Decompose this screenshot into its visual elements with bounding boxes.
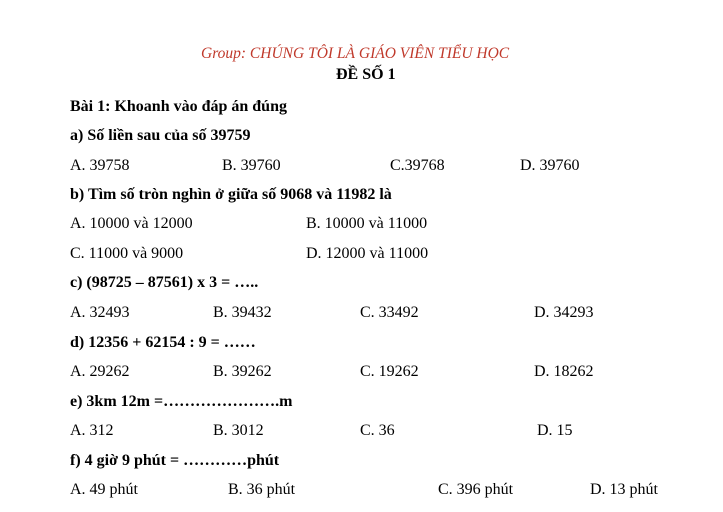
question-f-prompt: f) 4 giờ 9 phút = …………phút (70, 452, 280, 469)
question-a-option-d[interactable]: D. 39760 (520, 157, 580, 174)
question-e-option-d[interactable]: D. 15 (537, 422, 573, 439)
question-b-prompt: b) Tìm số tròn nghìn ở giữa số 9068 và 11982 là (70, 186, 392, 203)
page-title: ĐỀ SỐ 1 (336, 66, 396, 83)
question-a-prompt: a) Số liền sau của số 39759 (70, 127, 251, 144)
question-f-option-b[interactable]: B. 36 phút (228, 481, 296, 498)
question-c-option-b[interactable]: B. 39432 (213, 304, 272, 321)
question-d-option-c[interactable]: C. 19262 (360, 363, 419, 380)
question-c-option-c[interactable]: C. 33492 (360, 304, 419, 321)
question-a-option-a[interactable]: A. 39758 (70, 157, 130, 174)
question-b-option-d[interactable]: D. 12000 và 11000 (306, 245, 429, 262)
question-d-prompt: d) 12356 + 62154 : 9 = …… (70, 334, 256, 351)
question-b-option-b[interactable]: B. 10000 và 11000 (306, 215, 428, 232)
question-d-option-d[interactable]: D. 18262 (534, 363, 594, 380)
question-c-prompt: c) (98725 – 87561) x 3 = ….. (70, 274, 259, 291)
group-header: Group: CHÚNG TÔI LÀ GIÁO VIÊN TIỂU HỌC (201, 45, 510, 62)
question-f-option-c[interactable]: C. 396 phút (438, 481, 514, 498)
question-a-option-c[interactable]: C.39768 (390, 157, 445, 174)
exercise-heading: Bài 1: Khoanh vào đáp án đúng (70, 98, 287, 115)
question-f-option-d[interactable]: D. 13 phút (590, 481, 658, 498)
question-f-option-a[interactable]: A. 49 phút (70, 481, 138, 498)
question-c-option-d[interactable]: D. 34293 (534, 304, 594, 321)
question-e-option-b[interactable]: B. 3012 (213, 422, 264, 439)
question-c-option-a[interactable]: A. 32493 (70, 304, 130, 321)
question-b-option-a[interactable]: A. 10000 và 12000 (70, 215, 193, 232)
question-b-option-c[interactable]: C. 11000 và 9000 (70, 245, 184, 262)
question-d-option-a[interactable]: A. 29262 (70, 363, 130, 380)
question-e-prompt: e) 3km 12m =………………….m (70, 393, 293, 410)
question-a-option-b[interactable]: B. 39760 (222, 157, 281, 174)
question-e-option-a[interactable]: A. 312 (70, 422, 114, 439)
question-d-option-b[interactable]: B. 39262 (213, 363, 272, 380)
question-e-option-c[interactable]: C. 36 (360, 422, 395, 439)
